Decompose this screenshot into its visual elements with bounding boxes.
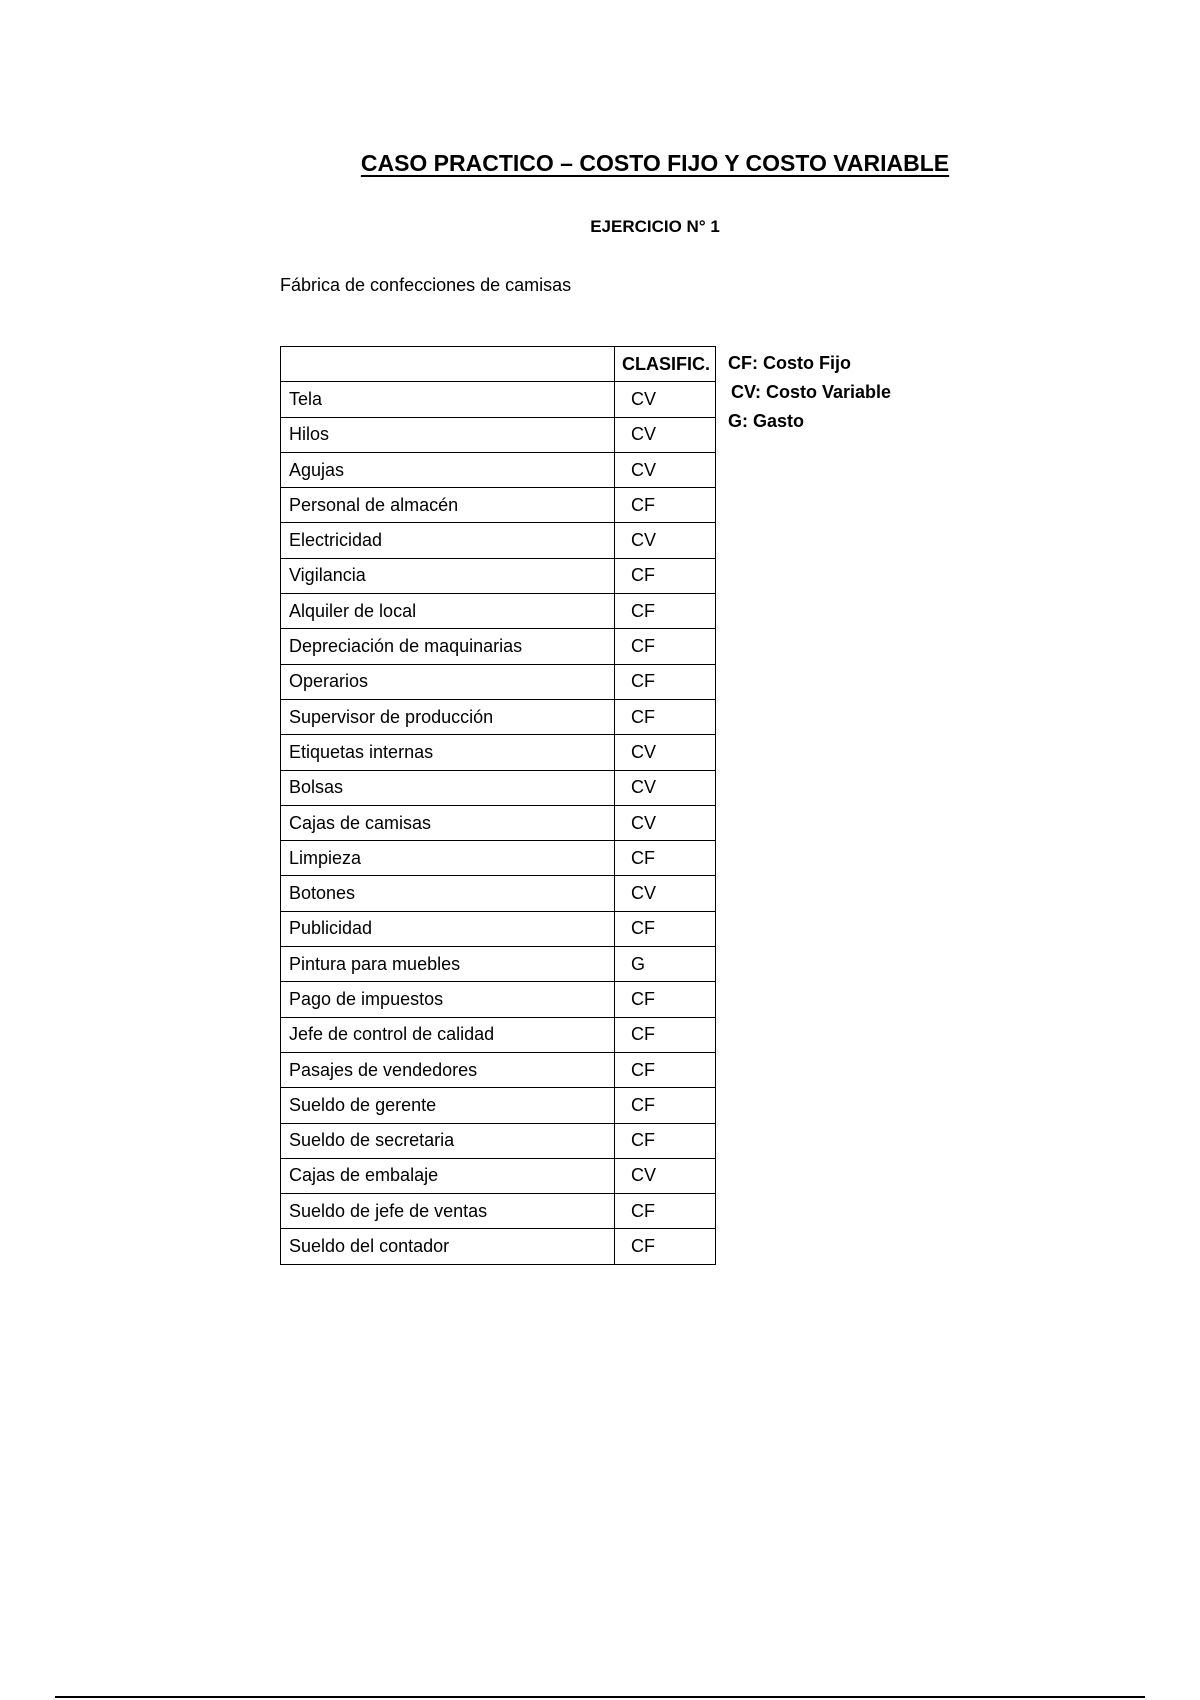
legend-item-cf: CF: Costo Fijo <box>728 353 851 373</box>
cost-classification: CV <box>615 876 716 911</box>
cost-classification: CV <box>615 523 716 558</box>
cost-item: Pago de impuestos <box>281 982 615 1017</box>
cost-classification: CF <box>615 1052 716 1087</box>
cost-item: Limpieza <box>281 841 615 876</box>
table-row <box>281 699 716 734</box>
cost-item: Tela <box>281 382 615 417</box>
cost-classification: CV <box>615 452 716 487</box>
cost-classification: CV <box>615 770 716 805</box>
table-row <box>281 841 716 876</box>
cost-classification: CF <box>615 1088 716 1123</box>
cost-item: Operarios <box>281 664 615 699</box>
table-row <box>281 452 716 487</box>
cost-item: Cajas de embalaje <box>281 1158 615 1193</box>
legend-item-cv: CV: Costo Variable <box>731 382 892 402</box>
table-row <box>281 1123 716 1158</box>
exercise-heading: EJERCICIO N° 1 <box>590 217 720 236</box>
table-row <box>281 1017 716 1052</box>
table-row <box>281 417 716 452</box>
table-row <box>281 629 716 664</box>
cost-item: Jefe de control de calidad <box>281 1017 615 1052</box>
cost-item: Pasajes de vendedores <box>281 1052 615 1087</box>
table-row <box>281 594 716 629</box>
table-row <box>281 876 716 911</box>
legend-item-g: G: Gasto <box>728 411 805 431</box>
table-row <box>281 558 716 593</box>
cost-item: Vigilancia <box>281 558 615 593</box>
cost-classification: CF <box>615 594 716 629</box>
cost-item: Publicidad <box>281 911 615 946</box>
cost-classification: CV <box>615 735 716 770</box>
cost-item: Supervisor de producción <box>281 699 615 734</box>
table-header-row <box>281 347 716 382</box>
cost-classification: CV <box>615 1158 716 1193</box>
table-row <box>281 1052 716 1087</box>
cost-classification: CF <box>615 1017 716 1052</box>
page-bottom-rule <box>55 1696 1145 1698</box>
cost-classification: CV <box>615 417 716 452</box>
cost-classification-table <box>280 346 716 1265</box>
table-row <box>281 1194 716 1229</box>
cost-classification: CF <box>615 629 716 664</box>
cost-item: Sueldo del contador <box>281 1229 615 1264</box>
table-row <box>281 1229 716 1264</box>
table-row <box>281 523 716 558</box>
legend <box>728 349 891 436</box>
table-row <box>281 488 716 523</box>
cost-classification: CF <box>615 488 716 523</box>
cost-item: Sueldo de gerente <box>281 1088 615 1123</box>
cost-classification: CF <box>615 1229 716 1264</box>
cost-classification: CF <box>615 699 716 734</box>
table-row <box>281 382 716 417</box>
cost-item: Alquiler de local <box>281 594 615 629</box>
cost-item: Personal de almacén <box>281 488 615 523</box>
table-header-classification: CLASIFIC. <box>615 347 716 382</box>
cost-classification: CF <box>615 1123 716 1158</box>
cost-item: Botones <box>281 876 615 911</box>
document-title: CASO PRACTICO – COSTO FIJO Y COSTO VARIABLE <box>360 150 950 176</box>
table-row <box>281 1158 716 1193</box>
cost-item: Hilos <box>281 417 615 452</box>
cost-item: Sueldo de jefe de ventas <box>281 1194 615 1229</box>
cost-item: Etiquetas internas <box>281 735 615 770</box>
cost-classification: CV <box>615 382 716 417</box>
table-row <box>281 947 716 982</box>
cost-classification: CF <box>615 982 716 1017</box>
table-row <box>281 982 716 1017</box>
case-description: Fábrica de confecciones de camisas <box>280 275 572 295</box>
cost-classification: CF <box>615 841 716 876</box>
cost-classification: CF <box>615 558 716 593</box>
table-row <box>281 1088 716 1123</box>
table-row <box>281 770 716 805</box>
cost-classification: CV <box>615 805 716 840</box>
cost-classification: G <box>615 947 716 982</box>
table-row <box>281 805 716 840</box>
cost-item: Bolsas <box>281 770 615 805</box>
cost-classification: CF <box>615 911 716 946</box>
cost-item: Depreciación de maquinarias <box>281 629 615 664</box>
cost-item: Electricidad <box>281 523 615 558</box>
cost-classification: CF <box>615 664 716 699</box>
table-row <box>281 664 716 699</box>
cost-classification: CF <box>615 1194 716 1229</box>
table-row <box>281 911 716 946</box>
table-row <box>281 735 716 770</box>
table-header-item <box>281 347 615 382</box>
cost-item: Cajas de camisas <box>281 805 615 840</box>
cost-item: Pintura para muebles <box>281 947 615 982</box>
cost-item: Agujas <box>281 452 615 487</box>
cost-item: Sueldo de secretaria <box>281 1123 615 1158</box>
